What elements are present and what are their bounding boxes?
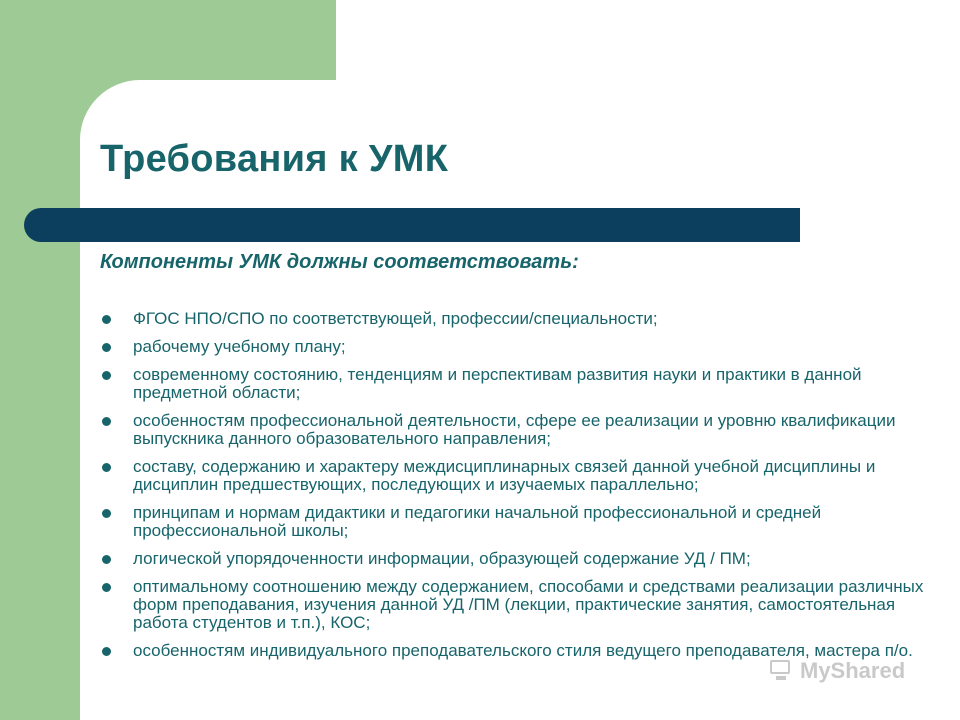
list-item: современному состоянию, тенденциям и перспективам развития науки и практики в данной предметной области;: [100, 366, 930, 402]
list-item: оптимальному соотношению между содержанием, способами и средствами реализации различных форм преподавания, изучения данной УД /ПМ (лекции, практические занятия, самостоятельная работа студентов и т.п.), КОС;: [100, 578, 930, 632]
list-item: принципам и нормам дидактики и педагогики начальной профессиональной и средней профессиональной школы;: [100, 504, 930, 540]
list-item: рабочему учебному плану;: [100, 338, 930, 356]
bullet-icon: [102, 647, 111, 656]
list-item: особенностям профессиональной деятельности, сфере ее реализации и уровню квалификации выпускника данного образовательного направления;: [100, 412, 930, 448]
slide-title: Требования к УМК: [100, 138, 449, 180]
list-item: составу, содержанию и характеру междисциплинарных связей данной учебной дисциплины и дисциплин предшествующих, последующих и изучаемых параллельно;: [100, 458, 930, 494]
bullet-icon: [102, 509, 111, 518]
monitor-icon: [768, 658, 794, 684]
bullet-icon: [102, 371, 111, 380]
bullet-icon: [102, 463, 111, 472]
list-item: ФГОС НПО/СПО по соответствующей, профессии/специальности;: [100, 310, 930, 328]
bullet-icon: [102, 417, 111, 426]
bullet-icon: [102, 343, 111, 352]
list-item: особенностям индивидуального преподавательского стиля ведущего преподавателя, мастера п/о.: [100, 642, 930, 660]
watermark: [768, 658, 905, 684]
watermark-text: MyShared: [800, 658, 906, 683]
title-underline-bar: [24, 208, 800, 242]
list-item: логической упорядоченности информации, образующей содержание УД / ПМ;: [100, 550, 930, 568]
requirements-list: [100, 310, 930, 670]
bullet-icon: [102, 315, 111, 324]
bullet-icon: [102, 555, 111, 564]
slide-subtitle: Компоненты УМК должны соответствовать:: [100, 251, 579, 273]
bullet-icon: [102, 583, 111, 592]
